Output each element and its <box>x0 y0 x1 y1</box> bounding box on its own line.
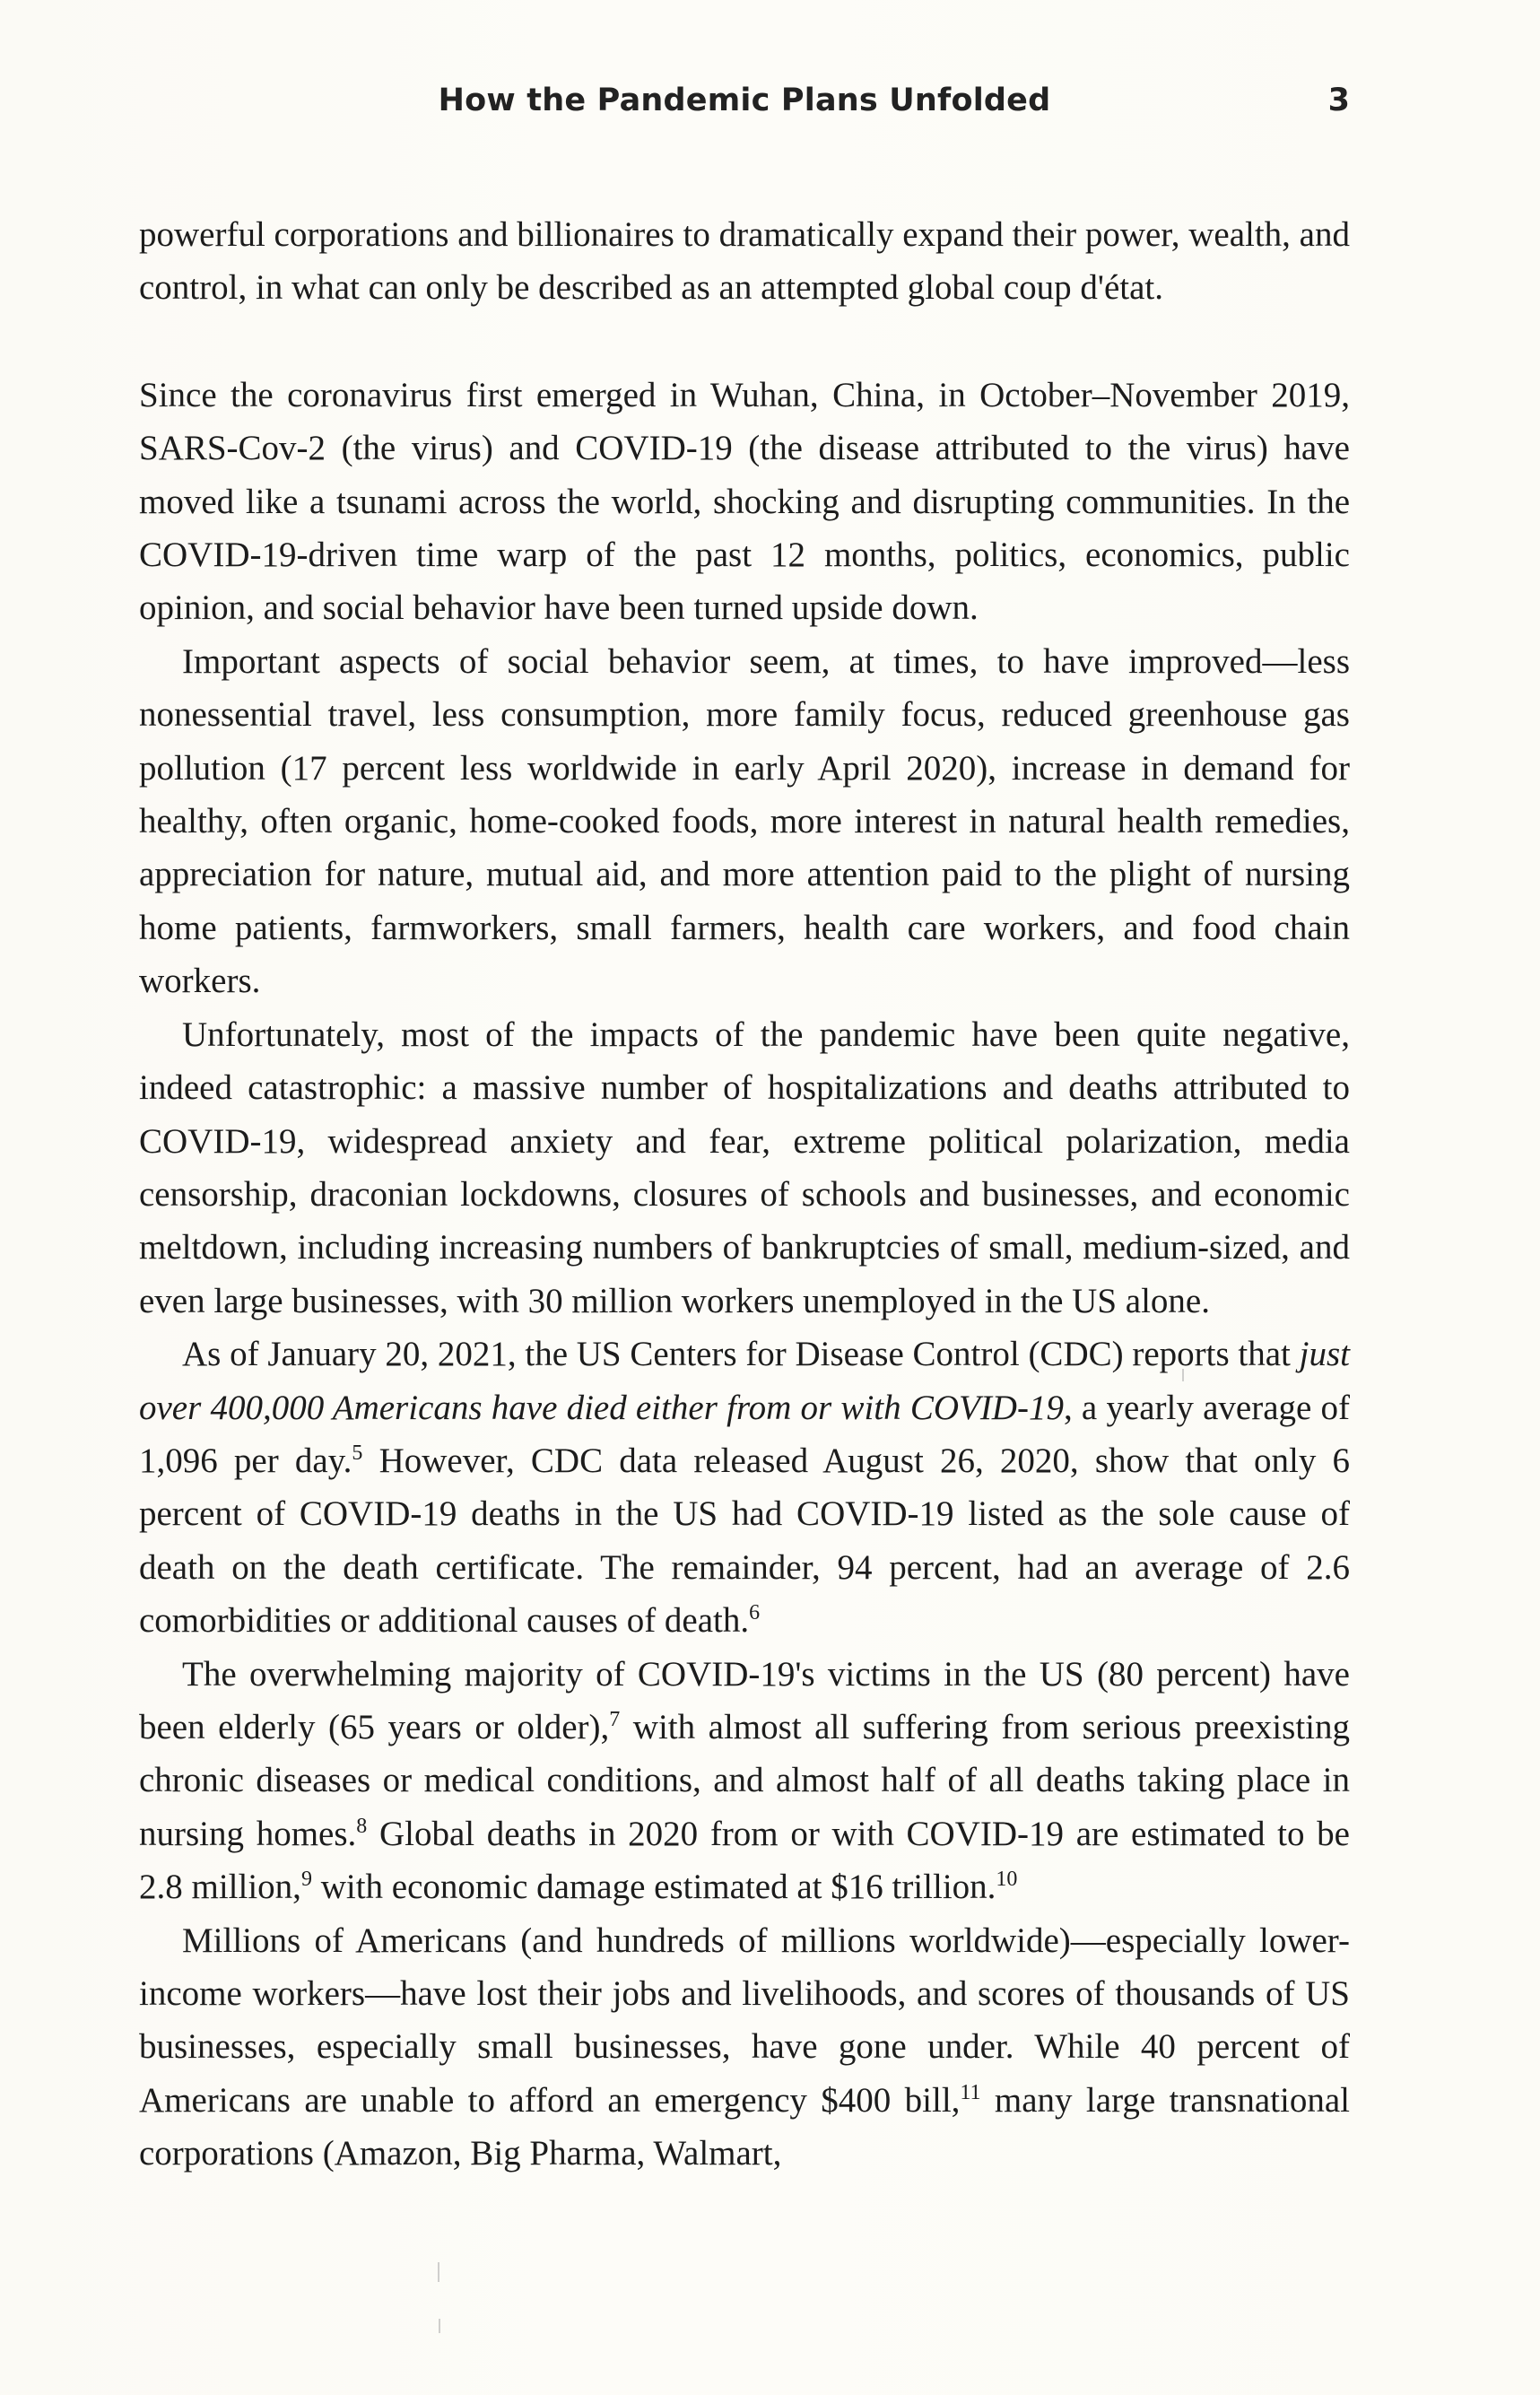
paragraph-7 <box>139 1914 1350 2181</box>
paragraph-7-text-b: many large transnational corporations (Amazon, Big Pharma, Walmart, <box>139 2080 1350 2173</box>
paragraph-5-emphasis: just over 400,000 Americans have died either from or with COVID-19 <box>139 1335 1350 1427</box>
footnote-ref-11: 11 <box>960 2080 981 2104</box>
paragraph-6 <box>139 1648 1350 1914</box>
footnote-ref-10: 10 <box>996 1868 1018 1892</box>
paragraph-5-text-c: However, CDC data released August 26, 2020, show that only 6 percent of COVID-19 deaths in the US had COVID-19 listed as the sole cause of death on the death certificate. The remainder, 94 percent, had an average of 2.6 comorbidities or additional causes of death. <box>139 1441 1350 1641</box>
body-text <box>139 208 1350 2181</box>
scan-speck <box>439 2319 440 2333</box>
running-title: How the Pandemic Plans Unfolded <box>438 83 1051 118</box>
paragraph-4: Unfortunately, most of the impacts of the pandemic have been quite negative, indeed catastrophic: a massive number of hospitalizations and deaths attributed to COVID-19, widespread anxiety and fear, extreme political polarization, media censorship, draconian lockdowns, closures of schools and businesses, and economic meltdown, including increasing numbers of bankruptcies of small, medium-sized, and even large businesses, with 30 million workers unemployed in the US alone. <box>139 1015 1350 1320</box>
footnote-ref-9: 9 <box>300 1868 312 1892</box>
footnote-ref-6: 6 <box>749 1601 761 1625</box>
scan-speck <box>438 2262 439 2282</box>
paragraph-3: Important aspects of social behavior seem, at times, to have improved—less nonessential travel, less consumption, more family focus, reduced greenhouse gas pollution (17 percent less worldwide in early April 2020), increase in demand for healthy, often organic, home-cooked foods, more interest in natural health remedies, appreciation for nature, mutual aid, and more attention paid to the plight of nursing home patients, farmworkers, small farmers, health care workers, and food chain workers. <box>139 641 1350 1001</box>
footnote-ref-5: 5 <box>352 1441 363 1465</box>
running-head <box>139 83 1350 127</box>
page-number: 3 <box>1327 83 1350 118</box>
footnote-ref-8: 8 <box>356 1814 368 1838</box>
paragraph-5-text-a: As of January 20, 2021, the US Centers for Disease Control (CDC) reports that <box>182 1335 1300 1374</box>
footnote-ref-7: 7 <box>609 1707 621 1731</box>
paragraph-7-text-a: Millions of Americans (and hundreds of millions worldwide)—especially lower-income workers—have lost their jobs and livelihoods, and scores of thousands of US businesses, especially small businesses, have gone under. While 40 percent of Americans are unable to afford an emergency $400 bill, <box>139 1920 1350 2120</box>
paragraph-5-text-b: , a yearly average of 1,096 per day. <box>139 1388 1351 1480</box>
paragraph-1: powerful corporations and billionaires to dramatically expand their power, wealth, and control, in what can only be described as an attempted global coup d'état. <box>139 215 1350 308</box>
paragraph-2: Since the coronavirus first emerged in Wuhan, China, in October–November 2019, SARS-Cov-2 (the virus) and COVID-19 (the disease attributed to the virus) have moved like a tsunami across the world, shocking and disrupting communities. In the COVID-19-driven time warp of the past 12 months, politics, economics, public opinion, and social behavior have been turned upside down. <box>139 375 1350 628</box>
paragraph-5 <box>139 1328 1350 1647</box>
paragraph-6-text-d: with economic damage estimated at $16 trillion. <box>311 1868 996 1907</box>
paragraph-6-text-a: The overwhelming majority of COVID-19's victims in the US (80 percent) have been elderly (65 years or older), <box>139 1654 1350 1746</box>
scan-speck <box>1182 1369 1184 1381</box>
paragraph-6-text-c: Global deaths in 2020 from or with COVID-19 are estimated to be 2.8 million, <box>139 1814 1350 1907</box>
paragraph-6-text-b: with almost all suffering from serious preexisting chronic diseases or medical conditions, and almost half of all deaths taking place in nursing homes. <box>139 1707 1350 1853</box>
